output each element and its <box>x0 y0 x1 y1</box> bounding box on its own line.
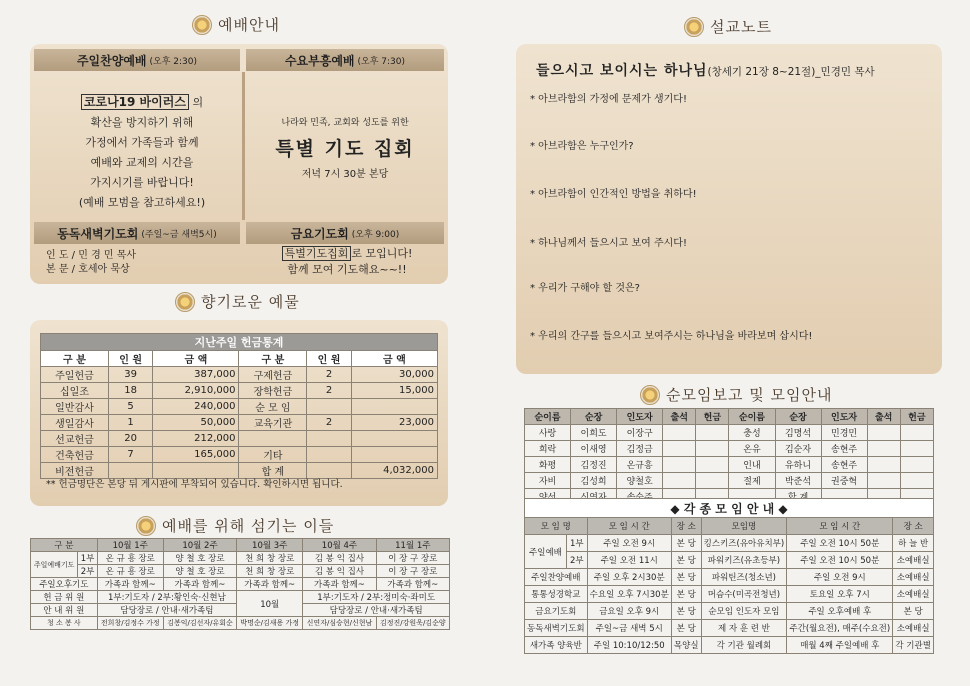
report-cell <box>663 425 696 441</box>
divider <box>242 72 245 220</box>
offering-cell: 생일감사 <box>41 415 109 431</box>
meeting-cell: 각 기관 월례회 <box>701 637 787 654</box>
meeting-cell: 순모임 인도자 모임 <box>701 603 787 620</box>
sermon-heading: 들으시고 보이시는 하나님(창세기 21장 8~21절)_민경민 목사 <box>536 63 875 79</box>
meeting-row <box>525 552 934 569</box>
wed-bar: 수요부흥예배 (오후 7:30) <box>246 49 444 71</box>
report-cell <box>867 425 900 441</box>
report-cell: 온유 <box>729 441 775 457</box>
wed-notice: 나라와 민족, 교회와 성도를 위한 특별 기도 집회 저녁 7시 30분 본당 <box>275 118 415 180</box>
meeting-cell: 소예배실 <box>893 586 934 603</box>
church-logo-icon <box>136 516 156 536</box>
church-logo-icon <box>175 292 195 312</box>
report-cell: 이희도 <box>571 425 617 441</box>
meeting-cell: 통통성경학교 <box>525 586 588 603</box>
report-cell: 김정진 <box>571 457 617 473</box>
meeting-cell: 동독새벽기도회 <box>525 620 588 637</box>
offering-table: 지난주일 헌금통계 구 분 인 원 금 액 구 분 인 원 금 액 주일헌금 39 387,000 구제헌금 2 30,000 십일조 18 2,910,000 장학헌금 2 15,000 일반감사 5 240,000 순 모 임 생일감사 1 50,000 교육기관 2 23,000 선교헌금 20 212,000 건축헌금 7 165,000 기타 비전헌금 합 계 4,032,000 <box>40 333 438 479</box>
meeting-cell: 주일 오전 9시 <box>587 535 671 552</box>
offering-cell <box>307 399 351 415</box>
meeting-cell: 토요일 오후 7시 <box>787 586 893 603</box>
servers-table: 구 분 10월 1주 10월 2주 10월 3주 10월 4주 11월 1주 주일예배기도 1부 온 규 흥 장로 양 철 호 장로 천 희 창 장로 김 봉 익 집사 이 장 구 장로 2부 온 규 흥 장로 양 철 호 장로 천 희 창 장로 김 봉 익 집사 이 장 구 장로 주일오후기도 가족과 함께~ 가족과 함께~ 가족과 함께~ 가족과 함께~ 가족과 함께~ 헌 금 위 원 1부:기도자 / 2부:황인숙·신현남 10월 1부:기도자 / 2부:정미숙·좌미도 안 내 위 원 담당장로 / 안내·새가족팀 담당장로 / 안내·새가족팀 청 소 봉 사 전희창/김정수 가정 김봉익/김선자/유회순 박명순/김새용 가정 신연자/심승현/신현남 김정진/강원욱/김순양 <box>30 538 450 630</box>
dawn-info: 인 도 / 민 경 민 목사 본 문 / 호세아 묵상 <box>46 250 137 275</box>
offering-cell: 39 <box>108 367 152 383</box>
fri-bar: 금요기도회 (오후 9:00) <box>246 222 444 244</box>
meeting-cell: 수요일 오후 7시30분 <box>587 586 671 603</box>
offering-row <box>41 367 438 383</box>
church-logo-icon <box>640 385 660 405</box>
corona-notice: 코로나19 바이러스 의 확산을 방지하기 위해 가정에서 가족들과 함께 예배와 교제의 시간을 가지시기를 바랍니다! (예배 모범을 참고하세요!) <box>78 95 206 209</box>
note-6: * 우리의 간구를 들으시고 보여주시는 하나님을 바라보며 삽시다! <box>530 331 813 342</box>
meeting-cell: 본 당 <box>893 603 934 620</box>
offering-cell: 선교헌금 <box>41 431 109 447</box>
report-cell: 송현주 <box>821 441 867 457</box>
meeting-cell: 본 당 <box>671 603 701 620</box>
meeting-row <box>525 535 934 552</box>
meeting-row <box>525 603 934 620</box>
offering-note: ** 헌금명단은 본당 뒤 게시판에 부착되어 있습니다. 확인하시면 됩니다. <box>46 479 343 490</box>
offering-cell: 건축헌금 <box>41 447 109 463</box>
meeting-cell: 주일~금 새벽 5시 <box>587 620 671 637</box>
offering-cell: 구제헌금 <box>239 367 307 383</box>
corona-box: 코로나19 바이러스 <box>81 94 189 110</box>
offering-cell <box>351 447 437 463</box>
meeting-cell: 매월 4째 주일예배 후 <box>787 637 893 654</box>
worship-section-title: 예배안내 <box>192 14 280 35</box>
offering-cell: 일반감사 <box>41 399 109 415</box>
meeting-cell: 소예배실 <box>893 552 934 569</box>
meeting-cell: 주일 오전 10시 50분 <box>787 552 893 569</box>
report-cell: 권중혁 <box>821 473 867 489</box>
offering-cell: 7 <box>108 447 152 463</box>
meeting-cell: 주일 오전 9시 <box>787 569 893 586</box>
offering-cell: 순 모 임 <box>239 399 307 415</box>
meeting-cell: 주일 10:10/12:50 <box>587 637 671 654</box>
report-cell <box>663 441 696 457</box>
offering-cell: 18 <box>108 383 152 399</box>
offering-cell: 5 <box>108 399 152 415</box>
report-cell: 김명석 <box>775 425 821 441</box>
offering-cell: 1 <box>108 415 152 431</box>
church-logo-icon <box>192 15 212 35</box>
report-cell: 절제 <box>729 473 775 489</box>
sermon-section-title: 설교노트 <box>684 16 772 37</box>
report-row <box>525 473 934 489</box>
offering-cell: 212,000 <box>153 431 239 447</box>
offering-row <box>41 431 438 447</box>
offering-cell: 장학헌금 <box>239 383 307 399</box>
note-5: * 우리가 구해야 할 것은? <box>530 283 640 294</box>
meeting-row <box>525 637 934 654</box>
offering-cell: 교육기관 <box>239 415 307 431</box>
offering-row <box>41 383 438 399</box>
meeting-cell: 2부 <box>566 552 587 569</box>
report-cell <box>900 473 933 489</box>
meeting-cell: 소예배실 <box>893 620 934 637</box>
offering-cell: 2,910,000 <box>153 383 239 399</box>
meeting-cell: 금요기도회 <box>525 603 588 620</box>
report-cell: 사랑 <box>525 425 571 441</box>
offering-cell: 30,000 <box>351 367 437 383</box>
fri-info: 특별기도집회 로 모입니다! 함께 모여 기도해요~~!! <box>252 246 442 278</box>
report-cell <box>696 473 729 489</box>
meeting-cell: 주일예배 <box>525 535 567 569</box>
meetings-table: ◆ 각 종 모 임 안 내 ◆ 모 임 명 모 임 시 간 장 소 모임명 모 임 시 간 장 소 주일예배 1부 주일 오전 9시 본 당 킹스키즈(유아유치부) 주일 오전 10시 50분 하 늘 반 2부 주일 오전 11시 본 당 파워키즈(유초등부) 주일 오전 10시 50분 소예배실 주일찬양예배 주일 오후 2시30분 본 당 파워틴즈(청소년) 주일 오전 9시 소예배실 통통성경학교 수요일 오후 7시30분 본 당 머슴수(미곡전청년) 토요일 오후 7시 소예배실 금요기도회 금요일 오후 9시 본 당 순모임 인도자 모임 주일 오후예배 후 본 당 동독새벽기도회 주일~금 새벽 5시 본 당 제 자 훈 련 반 주간(월요전), 매주(수요전) 소예배실 새가족 양육반 주일 10:10/12:50 목양실 각 기관 월례회 매월 4째 주일예배 후 각 기관별 <box>524 498 934 654</box>
meeting-cell: 주일 오후 2시30분 <box>587 569 671 586</box>
church-logo-icon <box>684 17 704 37</box>
meeting-row <box>525 586 934 603</box>
meeting-cell: 하 늘 반 <box>893 535 934 552</box>
report-cell: 김성희 <box>571 473 617 489</box>
offering-cell: 387,000 <box>153 367 239 383</box>
offering-cell: 십일조 <box>41 383 109 399</box>
report-cell <box>900 457 933 473</box>
offering-row <box>41 447 438 463</box>
report-cell <box>867 473 900 489</box>
note-1: * 아브라함의 가정에 문제가 생기다! <box>530 94 687 105</box>
report-cell: 김순자 <box>775 441 821 457</box>
report-cell <box>696 425 729 441</box>
offering-cell <box>307 447 351 463</box>
meeting-row <box>525 569 934 586</box>
offering-cell: 2 <box>307 415 351 431</box>
note-2: * 아브라함은 누구인가? <box>530 141 634 152</box>
servers-section-title: 예배를 위해 섬기는 이들 <box>136 515 334 536</box>
meeting-cell: 주일찬양예배 <box>525 569 588 586</box>
meeting-cell: 1부 <box>566 535 587 552</box>
offering-cell <box>351 431 437 447</box>
meeting-cell: 각 기관별 <box>893 637 934 654</box>
offering-cell: 165,000 <box>153 447 239 463</box>
report-cell <box>867 457 900 473</box>
offering-cell: 기타 <box>239 447 307 463</box>
report-row <box>525 441 934 457</box>
offering-cell <box>239 431 307 447</box>
report-cell: 자비 <box>525 473 571 489</box>
meeting-cell: 주간(월요전), 매주(수요전) <box>787 620 893 637</box>
meeting-cell: 본 당 <box>671 552 701 569</box>
offering-row <box>41 415 438 431</box>
meeting-cell: 소예배실 <box>893 569 934 586</box>
report-cell: 김정금 <box>617 441 663 457</box>
meeting-cell: 금요일 오후 9시 <box>587 603 671 620</box>
offering-cell: 23,000 <box>351 415 437 431</box>
report-cell: 이장구 <box>617 425 663 441</box>
meeting-cell: 본 당 <box>671 620 701 637</box>
meeting-cell: 주일 오전 10시 50분 <box>787 535 893 552</box>
report-cell <box>867 441 900 457</box>
offering-cell: 합 계 <box>239 463 307 479</box>
offering-cell: 20 <box>108 431 152 447</box>
meeting-cell: 주일 오전 11시 <box>587 552 671 569</box>
report-cell: 양철호 <box>617 473 663 489</box>
offering-cell: 2 <box>307 383 351 399</box>
report-cell <box>696 441 729 457</box>
report-table: 순이름 순장 인도자 출석 헌금 순이름 순장 인도자 출석 헌금 사랑 이희도 이장구 충성 김명석 민경민 희락 이새영 김정금 온유 김순자 송현주 화평 김정진 온규흥 인내 유하니 송현주 자비 김성희 양철호 절제 박준석 권중혁 <box>524 408 934 505</box>
meeting-cell: 새가족 양육반 <box>525 637 588 654</box>
report-cell: 온규흥 <box>617 457 663 473</box>
dawn-bar: 동독새벽기도회 (주일~금 새벽5시) <box>34 222 240 244</box>
note-4: * 하나님께서 들으시고 보여 주시다! <box>530 238 687 249</box>
report-cell <box>696 457 729 473</box>
report-cell <box>663 473 696 489</box>
report-cell <box>900 441 933 457</box>
meeting-row <box>525 620 934 637</box>
offering-cell: 15,000 <box>351 383 437 399</box>
meeting-cell: 본 당 <box>671 569 701 586</box>
meeting-cell: 파워틴즈(청소년) <box>701 569 787 586</box>
report-row <box>525 425 934 441</box>
meeting-cell: 본 당 <box>671 586 701 603</box>
offering-cell: 2 <box>307 367 351 383</box>
meeting-cell: 본 당 <box>671 535 701 552</box>
report-cell: 민경민 <box>821 425 867 441</box>
report-cell: 박준석 <box>775 473 821 489</box>
offering-row <box>41 399 438 415</box>
report-row <box>525 457 934 473</box>
offering-cell <box>351 399 437 415</box>
offering-cell: 비전헌금 <box>41 463 109 479</box>
meeting-cell: 목양실 <box>671 637 701 654</box>
meeting-cell: 제 자 훈 련 반 <box>701 620 787 637</box>
report-cell: 인내 <box>729 457 775 473</box>
report-cell: 충성 <box>729 425 775 441</box>
report-section-title: 순모임보고 및 모임안내 <box>640 384 832 405</box>
report-cell <box>900 425 933 441</box>
meeting-cell: 머슴수(미곡전청년) <box>701 586 787 603</box>
offering-cell: 240,000 <box>153 399 239 415</box>
report-cell: 이새영 <box>571 441 617 457</box>
offering-cell <box>307 431 351 447</box>
meeting-cell: 주일 오후예배 후 <box>787 603 893 620</box>
sunday-bar: 주일찬양예배 (오후 2:30) <box>34 49 240 71</box>
report-cell: 유하니 <box>775 457 821 473</box>
offering-cell: 주일헌금 <box>41 367 109 383</box>
offering-cell: 50,000 <box>153 415 239 431</box>
report-cell: 송현주 <box>821 457 867 473</box>
note-3: * 아브라함이 인간적인 방법을 취하다! <box>530 189 697 200</box>
report-cell <box>663 457 696 473</box>
report-cell: 화평 <box>525 457 571 473</box>
meeting-cell: 킹스키즈(유아유치부) <box>701 535 787 552</box>
offering-section-title: 향기로운 예물 <box>175 291 300 312</box>
report-cell: 희락 <box>525 441 571 457</box>
meeting-cell: 파워키즈(유초등부) <box>701 552 787 569</box>
offering-cell: 4,032,000 <box>351 463 437 479</box>
